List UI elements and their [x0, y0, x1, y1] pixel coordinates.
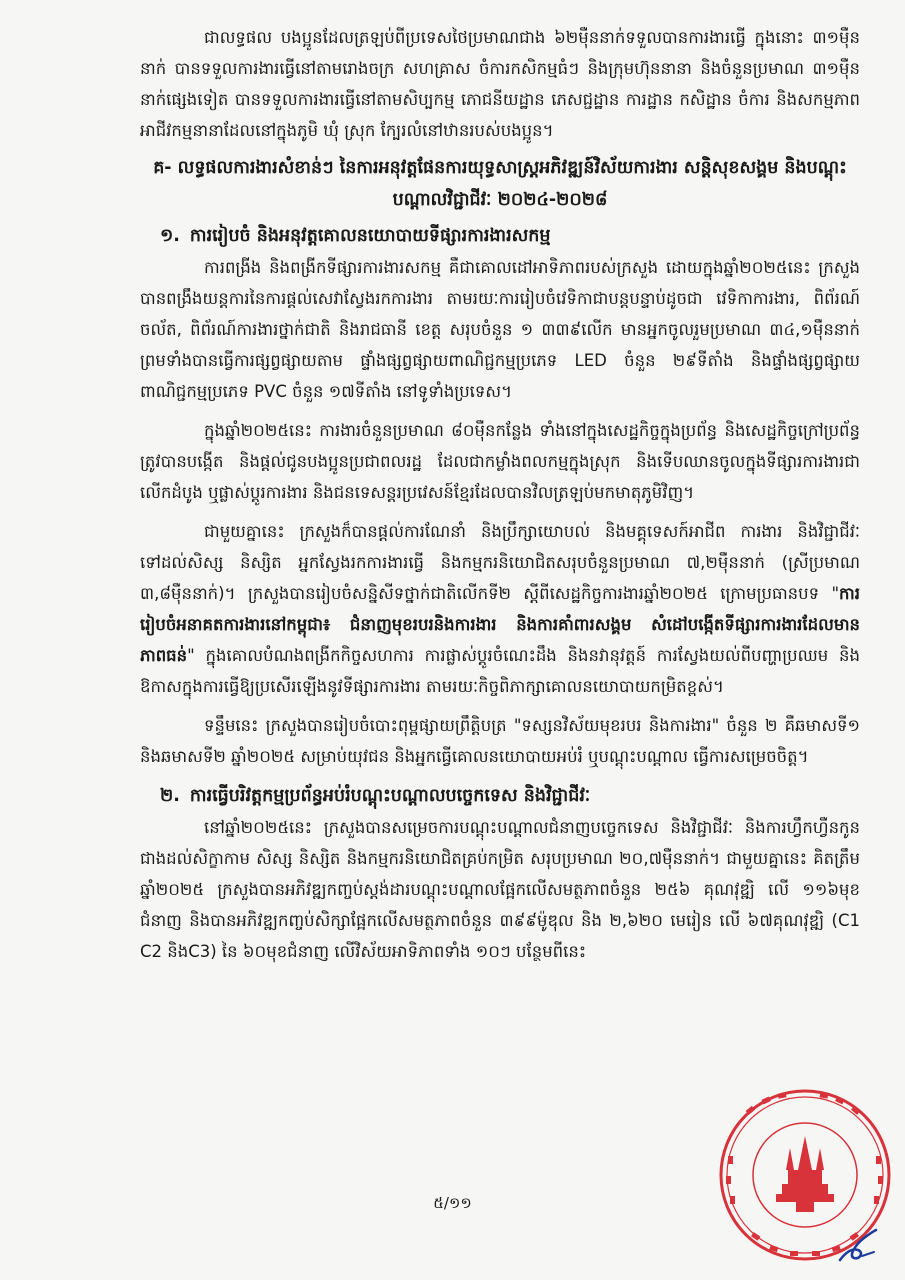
page-number: ៥/១១ — [433, 1194, 472, 1212]
paragraph-bulletin: ទន្ទឹមនេះ ក្រសួងបានរៀបចំបោះពុម្ពផ្សាយព្រឹត្តិបត្រ "ទស្សនវិស័យមុខរបរ និងការងារ" ចំនួន ២ គឺឆមាសទី១ និងឆមាសទី២ ឆ្នាំ២០២៥ សម្រាប់យុវជន និងអ្នកធ្វើគោលនយោបាយអប់រំ ឬបណ្តុះបណ្តាល ធ្វើការសម្រេចចិត្ត។ — [140, 716, 860, 766]
subheading-1-text: ការរៀបចំ និងអនុវត្តគោលនយោបាយទីផ្សារការងារសកម្ម — [189, 226, 551, 246]
paragraph-job-market-expansion: ការពង្រីង និងពង្រីកទីផ្សារការងារសកម្ម គឺជាគោលដៅអាទិភាពរបស់ក្រសួង ដោយក្នុងឆ្នាំ២០២៥នេះ ក្រសួងបានពង្រឹងយន្តការនៃការផ្តល់សេវាស្វែងរកការងារ តាមរយៈការរៀបចំវេទិកាជាបន្តបន្ទាប់ដូចជា វេទិកាការងារ, ពិព័រណ៍ចល័ត, ពិព័រណ៍ការងារថ្នាក់ជាតិ និងរាជធានី ខេត្ត សរុបចំនួន ១ ៣៣៩លើក មានអ្នកចូលរួមប្រមាណ ៣៤,១ម៉ឺននាក់ ព្រមទាំងបានធ្វើការផ្សព្វផ្សាយតាម ផ្ទាំងផ្សព្វផ្សាយពាណិជ្ជកម្មប្រភេទ LED ចំនួន ២៩ទីតាំង និងផ្ទាំងផ្សព្វផ្សាយពាណិជ្ជកម្មប្រភេទ PVC ចំនួន ១៧ទីតាំង នៅទូទាំងប្រទេស។ — [140, 258, 860, 401]
paragraph-career-guidance — [140, 516, 860, 702]
paragraph-jobs-created: ក្នុងឆ្នាំ២០២៥នេះ ការងារចំនួនប្រមាណ ៨០ម៉ឺនកន្លែង ទាំងនៅក្នុងសេដ្ឋកិច្ចក្នុងប្រព័ន្ធ និងសេដ្ឋកិច្ចក្រៅប្រព័ន្ធ ត្រូវបានបង្កើត និងផ្តល់ជូនបងប្អូនប្រជាពលរដ្ឋ ដែលជាកម្លាំងពលកម្មក្នុងស្រុក និងទើបឈានចូលក្នុងទីផ្សារការងារជាលើកដំបូង ឬផ្លាស់ប្តូរការងារ និងជនទេសន្តរប្រវេសន៍ខ្មែរដែលបានវិលត្រឡប់មកមាតុភូមិវិញ។ — [140, 421, 860, 502]
paragraph-career-guidance-part2: " ក្នុងគោលបំណងពង្រីកកិច្ចសហការ ការផ្លាស់ប្តូរចំណេះដឹង និងនវានុវត្តន៍ ការស្វែងយល់ពីបញ្ហាប្រឈម និងឱកាសក្នុងការធ្វើឱ្យប្រសើរឡើងនូវទីផ្សារការងារ តាមរយៈកិច្ចពិភាក្សាគោលនយោបាយកម្រិតខ្ពស់។ — [140, 646, 860, 696]
subheading-1-number: ១. — [160, 226, 180, 246]
paragraph-career-guidance-part1: ជាមួយគ្នានេះ ក្រសួងក៏បានផ្តល់ការណែនាំ និងប្រឹក្សាយោបល់ និងមគ្គុទេសក៍អាជីព ការងារ និងវិជ្ជាជីវៈ ទៅដល់សិស្ស និស្សិត អ្នកស្វែងរកការងារធ្វើ និងកម្មករនិយោជិតសរុបចំនួនប្រមាណ ៧,២ម៉ឺននាក់ (ស្រីប្រមាណ ៣,៨ម៉ឺននាក់)។ ក្រសួងបានរៀបចំសន្និសីទថ្នាក់ជាតិលើកទី២ ស្តីពីសេដ្ឋកិច្ចការងារឆ្នាំ២០២៥ ក្រោមប្រធានបទ " — [140, 522, 860, 603]
subheading-1 — [160, 220, 860, 252]
subheading-2-text: ការធ្វើបរិវត្តកម្មប្រព័ន្ធអប់រំបណ្តុះបណ្តាលបច្ចេកទេស និងវិជ្ជាជីវៈ — [189, 786, 591, 806]
paragraph-returnee-employment: ជាលទ្ធផល បងប្អូនដែលត្រឡប់ពីប្រទេសថៃប្រមាណជាង ៦២ម៉ឺននាក់ទទួលបានការងារធ្វើ ក្នុងនោះ ៣១ម៉ឺននាក់ បានទទួលការងារធ្វើនៅតាមរោងចក្រ សហគ្រាស ចំការកសិកម្មធំៗ និងក្រុមហ៊ុននានា និងចំនួនប្រមាណ ៣១ម៉ឺននាក់ផ្សេងទៀត បានទទួលការងារធ្វើនៅតាមសិប្បកម្ម ភោជនីយដ្ឋាន ភេសជ្ជដ្ឋាន ការដ្ឋាន កសិដ្ឋាន ចំការ និងសកម្មភាពអាជីវកម្មនានាដែលនៅក្នុងភូមិ ឃុំ ស្រុក ក្បែរលំនៅឋានរបស់បងប្អូន។ — [140, 28, 860, 140]
conference-theme: ការរៀបចំអនាគតការងារនៅកម្ពុជា៖ ជំនាញមុខរបរនិងការងារ និងការគាំពារសង្គម សំដៅបង្កើតទីផ្សារការងារដែលមានភាពធន់ — [140, 584, 860, 665]
signature-icon — [834, 1226, 880, 1266]
document-body — [140, 22, 860, 967]
section-heading-c: គ- លទ្ធផលការងារសំខាន់ៗ នៃការអនុវត្តផែនការយុទ្ធសាស្ត្រអភិវឌ្ឍន៍វិស័យការងារ សន្តិសុខសង្គម និងបណ្តុះបណ្តាលវិជ្ជាជីវៈ ២០២៤-២០២៨ — [153, 158, 847, 210]
paragraph-tvet-training: នៅឆ្នាំ២០២៥នេះ ក្រសួងបានសម្រេចការបណ្តុះបណ្តាលជំនាញបច្ចេកទេស និងវិជ្ជាជីវៈ និងការហ្វឹកហ្វឺនកូនជាងដល់សិក្ខាកាម សិស្ស និស្សិត និងកម្មករនិយោជិតគ្រប់កម្រិត សរុបប្រមាណ ២០,៧ម៉ឺននាក់។ ជាមួយគ្នានេះ គិតត្រឹមឆ្នាំ២០២៥ ក្រសួងបានអភិវឌ្ឍកញ្ចប់ស្តង់ដារបណ្តុះបណ្តាលផ្អែកលើសមត្ថភាពចំនួន ២៥៦ គុណវុឌ្ឍិ លើ ១១៦មុខជំនាញ និងបានអភិវឌ្ឍកញ្ចប់សិក្សាផ្អែកលើសមត្ថភាពចំនួន ៣៩៩ម៉ូឌុល និង ២,៦២០ មេរៀន លើ ៦៧គុណវុឌ្ឍិ (C1 C2 និងC3) នៃ ៦០មុខជំនាញ លើវិស័យអាទិភាពទាំង ១០ៗ បន្ថែមពីនេះ — [140, 818, 860, 961]
subheading-2 — [160, 780, 860, 812]
subheading-2-number: ២. — [160, 786, 180, 806]
